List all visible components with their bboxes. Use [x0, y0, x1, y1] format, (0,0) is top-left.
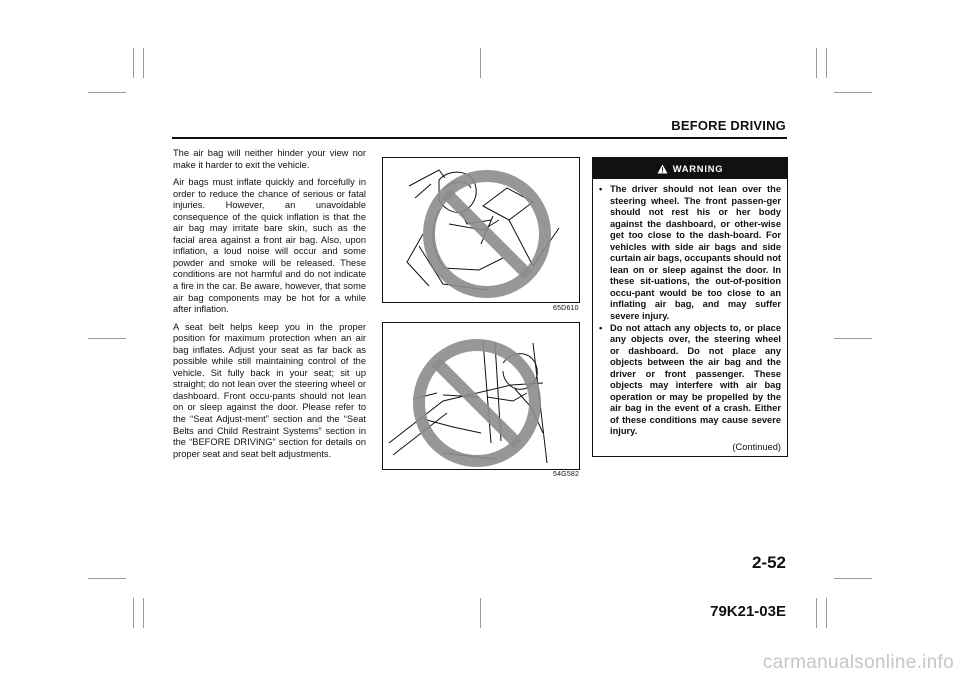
leaning-driver-illustration — [383, 158, 579, 302]
crop-mark — [480, 48, 481, 78]
crop-mark — [480, 598, 481, 628]
crop-mark — [834, 578, 872, 579]
watermark: carmanualsonline.info — [762, 652, 954, 673]
document-code: 79K21-03E — [710, 603, 786, 620]
figure-leaning-passenger — [382, 322, 580, 470]
body-text — [173, 148, 366, 466]
crop-mark — [88, 92, 126, 93]
warning-title: WARNING — [672, 163, 724, 174]
crop-mark — [816, 48, 817, 78]
warning-triangle-icon — [657, 164, 668, 174]
warning-list — [593, 179, 787, 442]
section-title: BEFORE DRIVING — [671, 118, 786, 133]
header-rule — [172, 137, 787, 139]
crop-mark — [834, 338, 872, 339]
body-paragraph: A seat belt helps keep you in the proper position for maximum protection when an air bag inflates. Adjust your seat as far back as possible while still maintaining control of the vehicle. Sit fully back in your seat; sit up straight; do not lean over the steering wheel or dashboard. Front occu-pants should not lean on or sleep against the door. Please refer to the “Seat Adjust-ment” section and the “Seat Belts and Child Restraint Systems” section in the “BEFORE DRIVING” section for details on proper seat and seat belt adjustments. — [173, 321, 366, 459]
prohibition-sign — [429, 176, 545, 292]
figure-code: 54G582 — [553, 471, 580, 478]
crop-mark — [826, 48, 827, 78]
figure-leaning-driver — [382, 157, 580, 303]
prohibition-sign — [419, 345, 535, 461]
figure-code: 65D610 — [553, 305, 579, 312]
page-number: 2-52 — [751, 553, 786, 572]
crop-mark — [133, 598, 134, 628]
warning-box — [592, 157, 788, 457]
crop-mark — [143, 598, 144, 628]
crop-mark — [834, 92, 872, 93]
warning-item: • The driver should not lean over the steering wheel. The front passen-ger should not rest his or her body against the dashboard, or other-wise get too close to the dash-board. For vehicles with side air bags and side curtain air bags, occupants should not lean on or sleep against the door. In these sit-uations, the out-of-position occu-pant would be too close to an inflating air bag, and may suffer severe injury. — [599, 184, 781, 323]
crop-mark — [816, 598, 817, 628]
warning-header — [593, 158, 787, 179]
crop-mark — [88, 338, 126, 339]
leaning-passenger-illustration — [383, 323, 579, 469]
crop-mark — [826, 598, 827, 628]
warning-item: • Do not attach any objects to, or place any objects over, the steering wheel or dashboard. Do not place any objects between the air bag and the driver or front passenger. These objects may interfere with air bag operation or may be propelled by the air bag in the event of a crash. Either of these conditions may cause severe injury. — [599, 323, 781, 438]
crop-mark — [143, 48, 144, 78]
continued-note: (Continued) — [732, 442, 781, 453]
body-paragraph: Air bags must inflate quickly and forcefully in order to reduce the chance of serious or fatal injuries. However, an unavoidable consequence of the quick inflation is that the air bag may irritate bare skin, such as the facial area against a front air bag. Also, upon inflation, a loud noise will occur and some powder and smoke will be released. These conditions are not harmful and do not indicate a fire in the car. Be aware, however, that some air bag components may be hot for a while after inflation. — [173, 177, 366, 315]
crop-mark — [88, 578, 126, 579]
body-paragraph: The air bag will neither hinder your view nor make it harder to exit the vehicle. — [173, 148, 366, 170]
crop-mark — [133, 48, 134, 78]
